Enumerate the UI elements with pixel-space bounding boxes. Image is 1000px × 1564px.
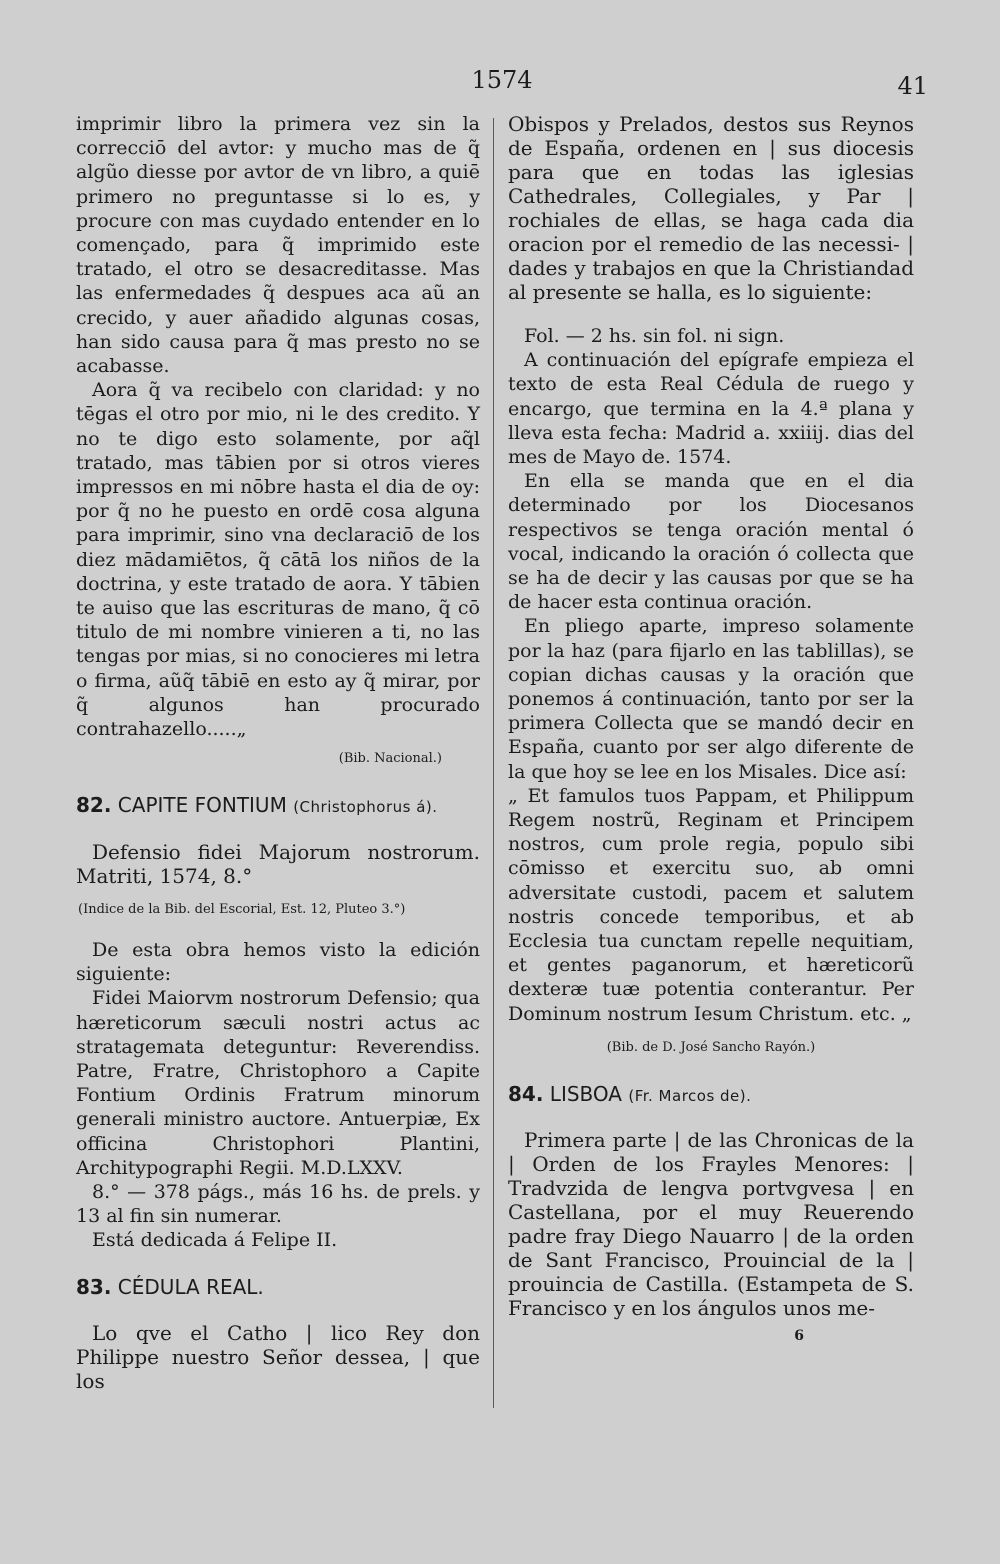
column-divider	[493, 118, 494, 1408]
citation: (Bib. de D. José Sancho Rayón.)	[606, 1039, 816, 1055]
paragraph: Primera parte | de las Chronicas de la | Orden de los Frayles Menores: | Tradvzida de lengva portvgvesa | en Castellana, por el muy Reuerendo padre fray Diego Nauarro | de la orden de Sant Francisco, Prouincial de la | prouincia de Castilla. (Estampeta de S. Francisco y en los ángulos unos me-	[508, 1128, 914, 1321]
paragraph: En pliego aparte, impreso solamente por la haz (para fijarlo en las tablillas), se copian dichas causas y la oración que ponemos á continuación, tanto por ser la primera Collecta que se mandó decir en España, cuanto por ser algo diferente de la que hoy se lee en los Misales. Dice así:	[508, 615, 914, 783]
entry-name: CAPITE FONTIUM	[117, 793, 287, 818]
paragraph: En ella se manda que en el dia determinado por los Diocesanos respectivos se tenga oración mental ó vocal, indicando la oración ó collecta que se ha de decir y las causas por que se ha de hacer esta continua oración.	[508, 470, 914, 614]
entry-heading	[76, 1275, 480, 1301]
entry-name: CÉDULA REAL.	[117, 1274, 264, 1299]
left-column	[76, 112, 480, 1393]
running-year: 1574	[471, 66, 533, 94]
paragraph: Fidei Maiorvm nostrorum Defensio; qua hæreticorum sæculi nostri actus ac stratagemata deteguntur: Reverendiss. Patre, Fratre, Christophoro a Capite Fontium Ordinis Fratrum minorum generali ministro auctore. Antuerpiæ, Ex officina Christophori Plantini, Architypographi Regii. M.D.LXXV.	[76, 987, 480, 1179]
quoted-collect: „ Et famulos tuos Pappam, et Philippum Regem nostrũ, Reginam et Principem nostros, cum prole regia, populo sibi cōmisso et exercitu suo, ab omni adversitate custodi, pacem et salutem nostris concede temporibus, et ab Ecclesia tua cunctam repelle nequitiam, et gentes paganorum, et hæreticorũ dexteræ tuæ potentia conterantur. Per Dominum nostrum Iesum Christum. etc. „	[508, 784, 914, 1025]
paragraph: De esta obra hemos visto la edición siguiente:	[76, 938, 480, 986]
paragraph: Aora q̃ va recibelo con claridad: y no tēgas el otro por mio, ni le des credito. Y no te digo esto solamente, por aq̃l tratado, mas tābien por si otros vieres impressos en mi nōbre hasta el dia de oy: por q̃ no he puesto en ordē cosa alguna para imprimir, sino vna declaraciō de los diez mādamiētos, q̃ cātā los niños de la doctrina, y este tratado de aora. Y tābien te auiso que las escrituras de mano, q̃ cō titulo de mi nombre vinieren a ti, no las tengas por mias, si no conocieres mi letra o firma, aũq̃ tābiē en esto ay q̃ mirar, por q̃ algunos han procurado contrahazello.....„	[76, 379, 480, 741]
entry-number: 82.	[76, 793, 112, 818]
entry-name-suffix: (Christophorus á).	[293, 798, 438, 817]
paragraph: Está dedicada á Felipe II.	[92, 1229, 338, 1252]
paragraph: A continuación del epígrafe empieza el texto de esta Real Cédula de ruego y encargo, que termina en la 4.ª plana y lleva esta fecha: Madrid a. xxiiij. dias del mes de Mayo de. 1574.	[508, 349, 914, 469]
paragraph: imprimir libro la primera vez sin la correcciō del avtor: y mucho mas de q̃ algũo diesse por avtor de vn libro, a quiē primero no preguntasse si lo es, y procure con mas cuydado entender en lo començado, para q̃ imprimido este tratado, el otro se desacreditasse. Mas las enfermedades q̃ despues aca aũ an crecido, y auer añadido algunas cosas, han sido causa para q̃ mas presto no se acabasse.	[76, 113, 480, 378]
entry-number: 83.	[76, 1274, 112, 1299]
citation: (Bib. Nacional.)	[338, 751, 442, 767]
entry-name-suffix: (Fr. Marcos de).	[628, 1087, 752, 1106]
entry-name: LISBOA	[549, 1082, 622, 1107]
citation: (Indice de la Bib. del Escorial, Est. 12, Pluteo 3.°)	[78, 901, 406, 917]
right-column	[508, 112, 914, 1349]
entry-heading	[508, 1082, 914, 1108]
page-number: 41	[897, 72, 928, 100]
signature-mark: 6	[794, 1328, 804, 1345]
entry-heading	[76, 793, 480, 819]
entry-number: 84.	[508, 1082, 544, 1107]
paragraph: Obispos y Prelados, destos sus Reynos de España, ordenen en | sus diocesis para que en todas las iglesias Cathedrales, Collegiales, y Par | rochiales de ellas, se haga cada dia oracion por el remedio de las necessi- | dades y trabajos en que la Christiandad al presente se halla, es lo siguiente:	[508, 112, 914, 304]
paragraph: 8.° — 378 págs., más 16 hs. de prels. y 13 al fin sin numerar.	[76, 1180, 480, 1228]
paragraph: Defensio fidei Majorum nostrorum. Matriti, 1574, 8.°	[76, 839, 480, 888]
paragraph: Fol. — 2 hs. sin fol. ni sign.	[524, 325, 785, 347]
paragraph: Lo qve el Catho | lico Rey don Philippe nuestro Señor dessea, | que los	[76, 1320, 480, 1393]
